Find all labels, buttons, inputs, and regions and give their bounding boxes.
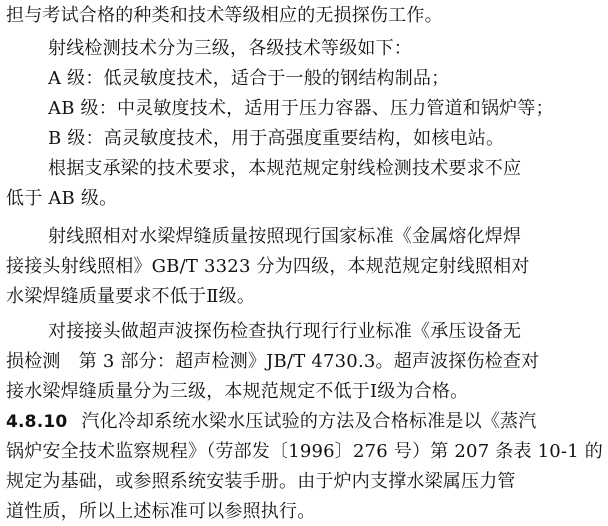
section-line-3: 规定为基础，或参照系统安装手册。由于炉内支撑水梁属压力管 bbox=[6, 471, 516, 492]
paragraph-line-7: 低于 AB 级。 bbox=[6, 188, 118, 209]
section-line-1 bbox=[6, 410, 536, 434]
paragraph-line-13: 接水梁焊缝质量分为三级，本规范规定不低于Ⅰ级为合格。 bbox=[6, 381, 469, 402]
paragraph-line-9: 接接头射线照相》GB/T 3323 分为四级，本规范规定射线照相对 bbox=[6, 256, 530, 277]
paragraph-line-10: 水梁焊缝质量要求不低于Ⅱ级。 bbox=[6, 286, 256, 307]
section-number: 4.8.10 bbox=[6, 412, 68, 432]
section-line-2: 锅炉安全技术监察规程》（劳部发〔1996〕276 号）第 207 条表 10-1 的 bbox=[6, 441, 603, 462]
section-text-1: 汽化冷却系统水梁水压试验的方法及合格标准是以《蒸汽 bbox=[81, 411, 537, 432]
paragraph-line-4: AB 级：中灵敏度技术，适用于压力容器、压力管道和锅炉等； bbox=[48, 98, 554, 119]
paragraph-line-3: A 级：低灵敏度技术，适合于一般的钢结构制品； bbox=[48, 68, 450, 89]
paragraph-line-12: 损检测 第 3 部分：超声检测》JB/T 4730.3。超声波探伤检查对 bbox=[6, 351, 540, 372]
paragraph-line-6: 根据支承梁的技术要求，本规范规定射线检测技术要求不应 bbox=[48, 158, 522, 179]
paragraph-line-5: B 级：高灵敏度技术，用于高强度重要结构，如核电站。 bbox=[48, 128, 505, 149]
section-line-4: 道性质，所以上述标准可以参照执行。 bbox=[6, 501, 316, 522]
paragraph-line-1: 担与考试合格的种类和技术等级相应的无损探伤工作。 bbox=[6, 5, 443, 26]
paragraph-line-8: 射线照相对水梁焊缝质量按照现行国家标准《金属熔化焊焊 bbox=[48, 226, 522, 247]
paragraph-line-11: 对接接头做超声波探伤检查执行现行行业标准《承压设备无 bbox=[48, 321, 522, 342]
paragraph-line-2: 射线检测技术分为三级，各级技术等级如下： bbox=[48, 38, 412, 59]
